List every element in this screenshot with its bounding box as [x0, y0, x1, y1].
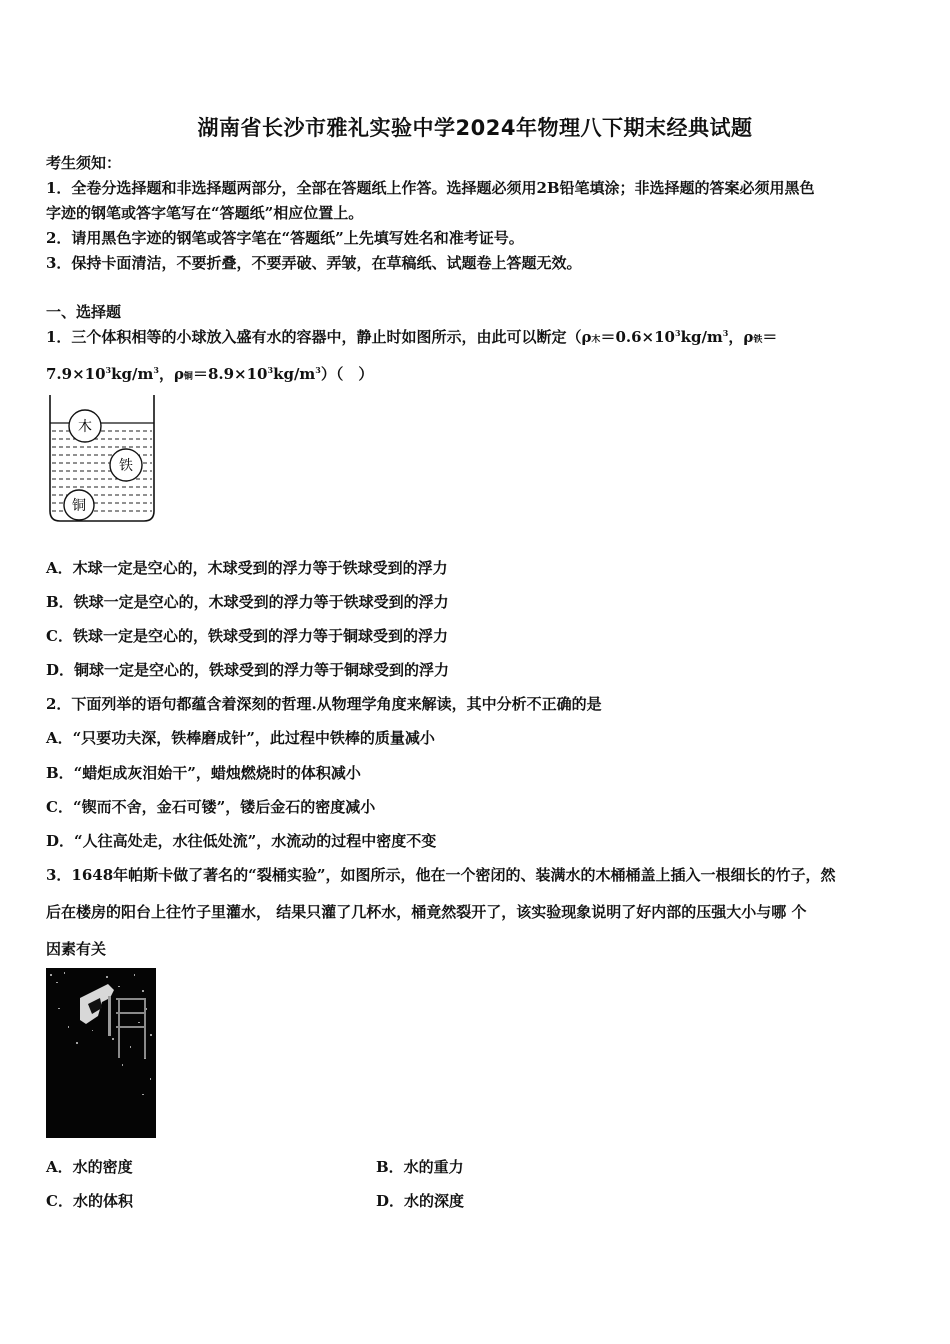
notice-item-1-cont: 字迹的钢笔或答字笔写在“答题纸”相应位置上。	[46, 204, 364, 222]
q1-stem-line2: $7.9\times 10^3kg/m^3$，ρ铜$=8.9\times 10^3kg/m^3$）（ ）	[46, 365, 374, 383]
q1-option-d: D．铜球一定是空心的，铁球受到的浮力等于铜球受到的浮力	[46, 661, 450, 679]
q3-stem-line2: 后在楼房的阳台上往竹子里灌水， 结果只灌了几杯水，桶竟然裂开了，该实验现象说明了好内部的压强大小与哪 个	[46, 903, 807, 921]
q3-stem-line1: 3．1648年帕斯卡做了著名的“裂桶实验”，如图所示，他在一个密闭的、装满水的木桶桶盖上插入一根细长的竹子，然	[46, 866, 836, 884]
page-title: 湖南省长沙市雅礼实验中学2024年物理八下期末经典试题	[197, 116, 753, 140]
wood-ball-label: 木	[78, 419, 92, 435]
copper-ball-label: 铜	[72, 498, 86, 514]
q3-option-a: A．水的密度	[46, 1158, 133, 1176]
q2-option-b: B．“蜡炬成灰泪始干”，蜡烛燃烧时的体积减小	[46, 764, 361, 782]
q2-option-c: C．“锲而不舍，金石可镂”，镂后金石的密度减小	[46, 798, 376, 816]
q2-stem: 2．下面列举的语句都蕴含着深刻的哲理.从物理学角度来解读，其中分析不正确的是	[46, 695, 602, 713]
iron-ball-label: 铁	[119, 458, 133, 474]
notice-heading: 考生须知：	[46, 154, 122, 172]
q3-option-c: C．水的体积	[46, 1192, 133, 1210]
beaker-figure	[46, 393, 158, 525]
notice-item-2: 2．请用黑色字迹的钢笔或答字笔在“答题纸”上先填写姓名和准考证号。	[46, 229, 524, 247]
q1-option-b: B．铁球一定是空心的，木球受到的浮力等于铁球受到的浮力	[46, 593, 449, 611]
q3-option-b: B．水的重力	[376, 1158, 464, 1176]
q3-stem-line3: 因素有关	[46, 940, 107, 958]
barrel-experiment-image	[46, 968, 156, 1138]
q1-stem-line1: 1．三个体积相等的小球放入盛有水的容器中，静止时如图所示，由此可以断定（ρ木$=0.6\times 10^3kg/m^3$，ρ铁＝	[46, 328, 778, 346]
notice-item-3: 3．保持卡面清洁，不要折叠，不要弄破、弄皱，在草稿纸、试题卷上答题无效。	[46, 254, 582, 272]
q1-option-a: A．木球一定是空心的，木球受到的浮力等于铁球受到的浮力	[46, 559, 448, 577]
q2-option-a: A．“只要功夫深，铁棒磨成针”，此过程中铁棒的质量减小	[46, 729, 435, 747]
notice-item-1: 1．全卷分选择题和非选择题两部分，全部在答题纸上作答。选择题必须用2B铅笔填涂；非选择题的答案必须用黑色	[46, 179, 815, 197]
q1-option-c: C．铁球一定是空心的，铁球受到的浮力等于铜球受到的浮力	[46, 627, 448, 645]
q3-option-d: D．水的深度	[376, 1192, 465, 1210]
q2-option-d: D．“人往高处走，水往低处流”，水流动的过程中密度不变	[46, 832, 437, 850]
section-heading: 一、选择题	[46, 303, 122, 321]
